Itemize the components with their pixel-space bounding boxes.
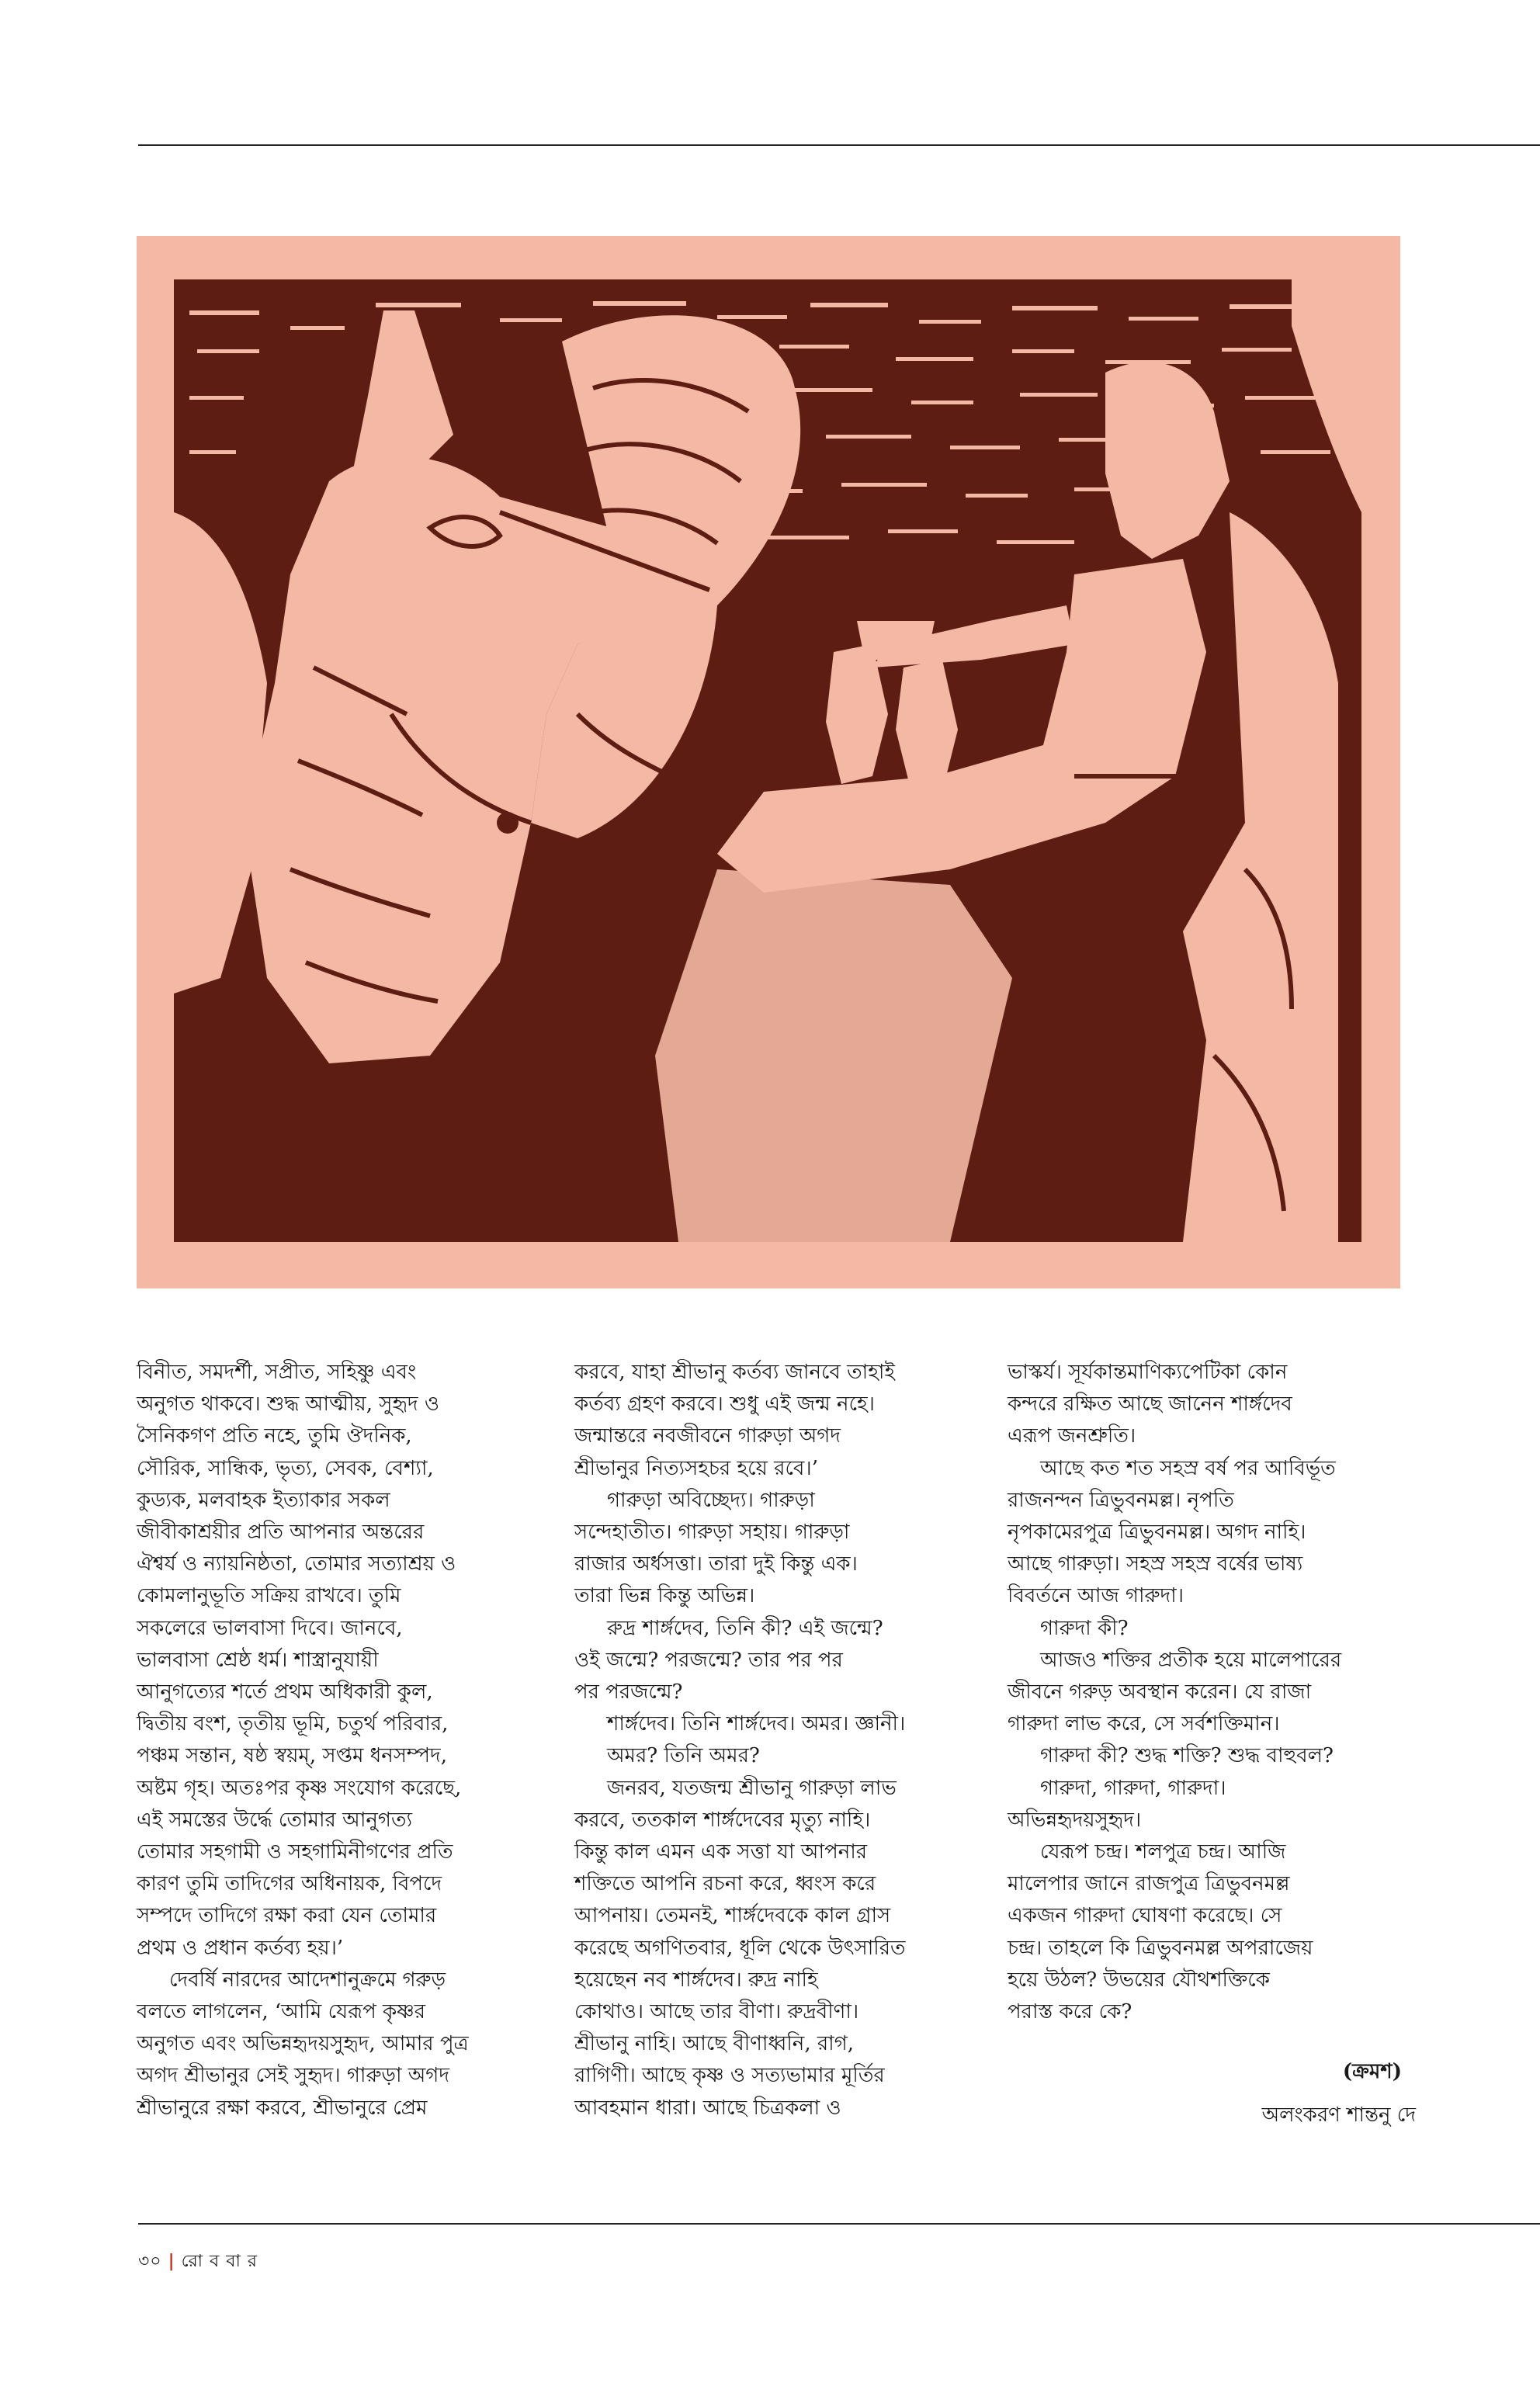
- text-column-1: [137, 1357, 528, 2124]
- chair: [1183, 512, 1338, 1242]
- bottom-rule: [138, 2223, 1540, 2225]
- page-number: ৩০: [138, 2252, 162, 2271]
- paragraph: জনরব, যতজন্ম শ্রীভানু গারুড়া লাভ করবে, ততকাল শার্ঙ্গদেবের মৃত্যু নাহি। কিন্তু কাল এমন এক সত্তা যা আপনার শক্তিতে আপনি রচনা করে, ধ্বংস করে আপনায়। তেমনই, শার্ঙ্গদেবকে কাল গ্রাস করেছে অগণিতবার, ধূলি থেকে উৎসারিত হয়েছেন নব শার্ঙ্গদেব। রুদ্র নাহি কোথাও। আছে তার বীণা। রুদ্রবীণা। শ্রীভানু নাহি। আছে বীণাধ্বনি, রাগ, রাগিণী। আছে কৃষ্ণ ও সত্যভামার মূর্তির আবহমান ধারা। আছে চিত্রকলা ও: [574, 1776, 906, 2120]
- to-be-continued-note: (ক্রমশ): [1342, 2060, 1402, 2083]
- queen-body: [717, 559, 1206, 893]
- paragraph: করবে, যাহা শ্রীভানু কর্তব্য জানবে তাহাই কর্তব্য গ্রহণ করবে। শুধু এই জন্ম নহে। জন্মান্তরে নবজীবনে গারুড়া অগদ শ্রীভানুর নিত্যসহচর হয়ে রবে।’: [574, 1361, 895, 1480]
- paragraph: যেরূপ চন্দ্র। শলপুত্র চন্দ্র। আজি মালেপার জানে রাজপুত্র ত্রিভুবনমল্ল একজন গারুদা ঘোষণা করেছে। সে চন্দ্র। তাহলে কি ত্রিভুবনমল্ল অপরাজেয় হয়ে উঠল? উভয়ের যৌথশক্তিকে পরাস্ত করে কে?: [1008, 1840, 1313, 2024]
- paragraph: গারুদা কী? শুদ্ধ শক্তি? শুদ্ধ বাহুবল?: [1040, 1744, 1334, 1768]
- footer-divider: |: [168, 2252, 175, 2271]
- paragraph: দেবর্ষি নারদের আদেশানুক্রমে গরুড় বলতে লাগলেন, ‘আমি যেরূপ কৃষ্ণর অনুগত এবং অভিন্নহৃদয়সুহৃদ, আমার পুত্র অগদ শ্রীভানুর সেই সুহৃদ। গারুড়া অগদ শ্রীভানুরে রক্ষা করবে, শ্রীভানুরে প্রেম: [137, 1968, 469, 2120]
- paragraph: অমর? তিনি অমর?: [607, 1744, 760, 1768]
- queen-head: [1105, 362, 1230, 559]
- paragraph: আছে কত শত সহস্র বর্ষ পর আবির্ভূত রাজনন্দন ত্রিভুবনমল্ল। নৃপতি নৃপকামেরপুত্র ত্রিভুবনমল্ল। অগদ নাহি। আছে গারুড়া। সহস্র সহস্র বর্ষের ভাষ্য বিবর্তনে আজ গারুদা।: [1008, 1456, 1336, 1608]
- distant-figures: [826, 644, 958, 792]
- garuda-crown: [352, 310, 453, 481]
- text-column-2: [574, 1357, 966, 2124]
- paragraph: বিনীত, সমদর্শী, সপ্রীত, সহিষ্ণু এবং অনুগত থাকবে। শুদ্ধ আত্মীয়, সুহৃদ ও সৈনিকগণ প্রতি নহে, তুমি ঔদনিক, সৌরিক, সান্ধিক, ভৃত্য, সেবক, বেশ্যা, কুড্যক, মলবাহক ইত্যাকার সকল জীবীকাশ্রয়ীর প্রতি আপনার অন্তরের ঐশ্বর্য ও ন্যায়নিষ্ঠতা, তোমার সত্যাশ্রয় ও কোমলানুভূতি সক্রিয় রাখবে। তুমি সকলেরে ভালবাসা দিবে। জানবে, ভালবাসা শ্রেষ্ঠ ধর্ম। শাস্ত্রানুযায়ী আনুগত্যের শর্তে প্রথম অধিকারী কুল, দ্বিতীয় বংশ, তৃতীয় ভূমি, চতুর্থ পরিবার, পঞ্চম সন্তান, ষষ্ঠ স্বয়ম্, সপ্তম ধনসম্পদ, অষ্টম গৃহ। অতঃপর কৃষ্ণ সংযোগ করেছে, এই সমস্তের উর্দ্ধে তোমার আনুগত্য তোমার সহগামী ও সহগামিনীগণের প্রতি কারণ তুমি তাদিগের অধিনায়ক, বিপদে সম্পদে তাদিগে রক্ষা করা যেন তোমার প্রথম ও প্রধান কর্তব্য হয়।’: [137, 1361, 462, 1960]
- paragraph: রুদ্র শার্ঙ্গদেব, তিনি কী? এই জন্মে? ওই জন্মে? পরজন্মে? তার পর পর পর পরজন্মে?: [574, 1616, 883, 1705]
- lower-drape: [655, 869, 1012, 1242]
- page-footer: [138, 2248, 258, 2277]
- top-rule: [138, 144, 1540, 146]
- illustration-drawing: [174, 279, 1361, 1242]
- magazine-name: রো ব বা র: [181, 2252, 258, 2271]
- paragraph: ভাস্কর্য। সূর্যকান্তমাণিক্যপেটিকা কোন কন্দরে রক্ষিত আছে জানেন শার্ঙ্গদেব এরূপ জনশ্রুতি।: [1008, 1361, 1292, 1448]
- paragraph: গারুড়া অবিচ্ছেদ্য। গারুড়া সন্দেহাতীত। গারুড়া সহায়। গারুড়া রাজার অর্ধসত্তা। তারা দুই কিন্তু এক। তারা ভিন্ন কিন্তু অভিন্ন।: [574, 1488, 858, 1608]
- paragraph: শার্ঙ্গদেব। তিনি শার্ঙ্গদেব। অমর। জ্ঞানী।: [607, 1712, 906, 1736]
- paragraph: আজও শক্তির প্রতীক হয়ে মালেপারের জীবনে গরুড় অবস্থান করেন। যে রাজা গারুদা লাভ করে, সে সর্বশক্তিমান।: [1008, 1648, 1342, 1736]
- illustration-credit: অলংকরণ শান্তনু দে: [1261, 2103, 1416, 2127]
- left-feathers: [174, 512, 267, 994]
- paragraph: গারুদা, গারুদা, গারুদা। অভিন্নহৃদয়সুহৃদ।: [1008, 1776, 1226, 1832]
- paragraph: গারুদা কী?: [1040, 1616, 1129, 1640]
- story-illustration: [174, 279, 1361, 1242]
- illustration-frame: [137, 236, 1400, 1288]
- text-column-3: [1008, 1357, 1399, 2028]
- pendant: [497, 812, 519, 834]
